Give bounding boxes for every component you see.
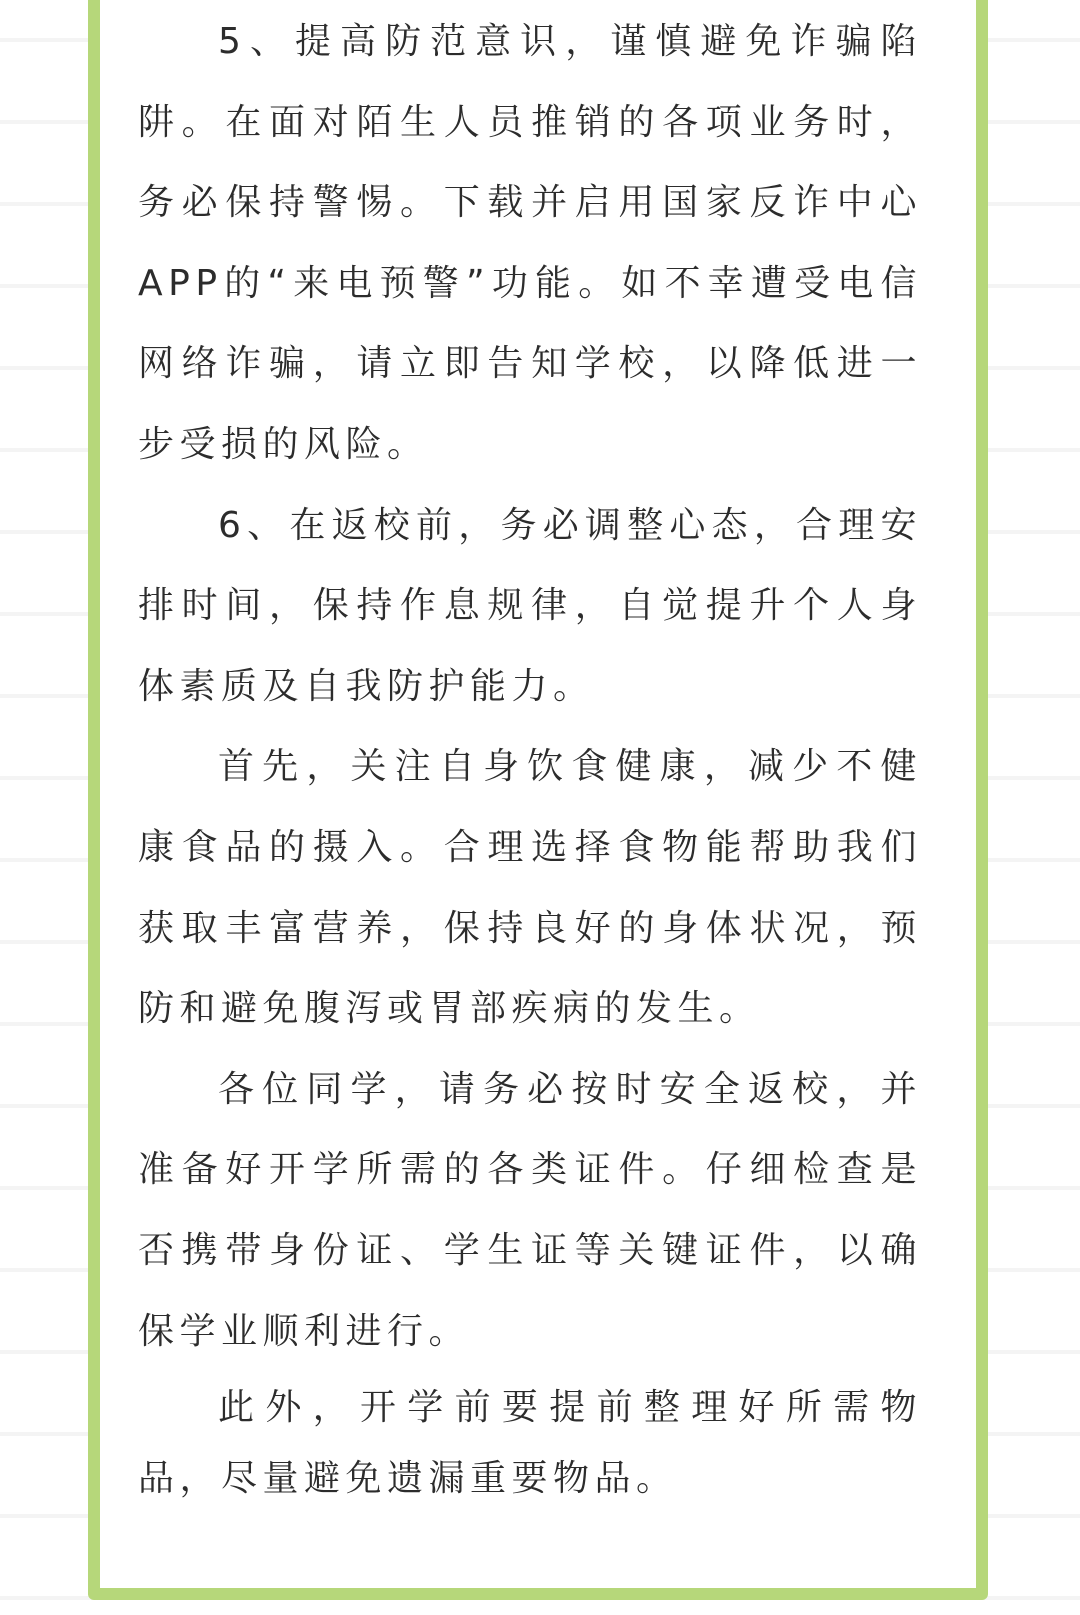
paragraph-anti-fraud: 5、提高防范意识，谨慎避免诈骗陷阱。在面对陌生人员推销的各项业务时，务必保持警惕。下载并启用国家反诈中心APP的“来电预警”功能。如不幸遭受电信网络诈骗，请立即告知学校，以降低进一步受损的风险。 bbox=[138, 21, 922, 465]
paragraph-return-documents: 各位同学，请务必按时安全返校，并准备好开学所需的各类证件。仔细检查是否携带身份证、学生证等关键证件，以确保学业顺利进行。 bbox=[138, 1068, 922, 1352]
paragraph-adjust-mindset: 6、在返校前，务必调整心态，合理安排时间，保持作息规律，自觉提升个人身体素质及自我防护能力。 bbox=[138, 504, 922, 707]
paragraph-diet-health: 首先，关注自身饮食健康，减少不健康食品的摄入。合理选择食物能帮助我们获取丰富营养，保持良好的身体状况，预防和避免腹泻或胃部疾病的发生。 bbox=[138, 746, 922, 1030]
article-body bbox=[138, 2, 922, 1514]
paragraph-prepare-items: 此外，开学前要提前整理好所需物品，尽量避免遗漏重要物品。 bbox=[138, 1387, 922, 1500]
